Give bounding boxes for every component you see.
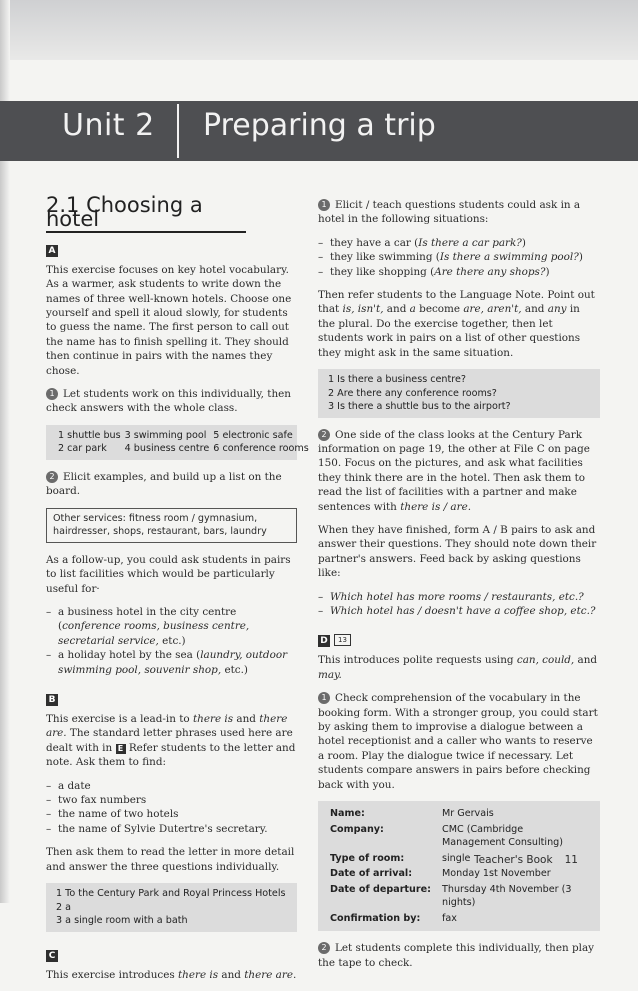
form-value: Thursday 4th November (3 nights)	[442, 883, 572, 909]
exercise-e-ref: E	[116, 744, 126, 754]
list-item	[318, 590, 600, 604]
exercise-b-intro	[46, 712, 297, 770]
followup-text: As a follow-up, you could ask students in pairs to list facilities which would be particularly useful for·	[46, 553, 291, 595]
form-row	[330, 883, 588, 910]
text: The standard letter phrases used here are dealt with in	[46, 727, 293, 754]
italic: there is / are.	[400, 500, 472, 513]
italic: there are.	[244, 968, 297, 981]
section-title: 2.1 Choosing a hotel	[46, 198, 246, 233]
vocab-cell: 2 car park	[58, 443, 107, 455]
language-note-text	[318, 288, 600, 360]
text: This exercise is a lead-in to	[46, 712, 193, 725]
italic: there is	[192, 712, 234, 725]
form-value: Mr Gervais	[442, 808, 494, 820]
text: and	[383, 303, 410, 316]
answer-box-b	[46, 883, 297, 932]
booking-form-table	[328, 805, 590, 927]
text: they like swimming (	[330, 251, 440, 264]
list-item	[318, 265, 600, 279]
form-row	[330, 807, 588, 821]
text: Refer students to the letter and note. Ask them to find:	[46, 741, 296, 769]
text: Then refer students to the Language Note. Point out that	[318, 289, 595, 316]
list-item: – a date	[46, 779, 297, 793]
form-value: fax	[442, 912, 457, 924]
vocab-cell: 4 business centre	[124, 443, 210, 455]
form-key: Date of arrival:	[330, 868, 413, 880]
form-key: Confirmation by:	[330, 912, 421, 924]
exercise-c-label: C	[46, 950, 58, 962]
audio-track-icon: 13	[334, 634, 351, 646]
step-2-icon: 2	[46, 471, 58, 483]
feedback-list	[318, 590, 600, 619]
find-list	[46, 779, 297, 837]
exercise-d-label: D	[318, 635, 330, 647]
list-item	[318, 236, 600, 250]
italic: can, could,	[516, 654, 575, 667]
list-item: – two fax numbers	[46, 793, 297, 807]
list-text: etc.)	[158, 634, 186, 647]
left-column	[46, 193, 309, 991]
text: )	[578, 251, 583, 264]
answer-line: 1 To the Century Park and Royal Princess Hotels	[56, 888, 286, 899]
form-row	[330, 912, 588, 926]
list-item: – the name of Sylvie Dutertre's secretary.	[46, 822, 297, 836]
form-key: Type of room:	[330, 852, 405, 864]
page-top-shadow	[0, 0, 638, 60]
list-item: – the name of two hotels	[46, 807, 297, 821]
italic: is, isn't,	[342, 303, 384, 316]
vocab-cell: 3 swimming pool	[124, 429, 207, 441]
exercise-d-heading	[318, 627, 600, 653]
situation-list	[318, 236, 600, 279]
form-key: Date of departure:	[330, 883, 431, 895]
exercise-d-step1	[318, 691, 600, 792]
vocab-row	[56, 442, 311, 456]
form-key: Name:	[330, 808, 365, 820]
form-value: Monday 1st November	[442, 868, 551, 880]
form-key: Company:	[330, 823, 384, 835]
list-item	[46, 605, 297, 648]
exercise-a-intro: This exercise focuses on key hotel vocabulary. As a warmer, ask students to write down the names of three well-known hotels. Choose one yourself and spell it aloud slowly, for students to guess the name. The first person to call out the name has to finish spelling it. They should then continue in pairs with the names they chose.	[46, 263, 292, 377]
list-item	[318, 604, 600, 618]
vocab-row	[56, 429, 311, 443]
step1-text: Elicit / teach questions students could ask in a hotel in the following situations:	[318, 199, 581, 226]
step-1-icon: 1	[318, 199, 330, 211]
list-italic: laundry, outdoor swimming pool, souvenir shop,	[58, 649, 288, 676]
answer-line: 2 a	[56, 901, 72, 913]
other-services-box: Other services: fitness room / gymnasium, hairdresser, shops, restaurant, bars, laundry	[46, 508, 297, 543]
text: become	[415, 303, 464, 316]
question-line: 2 Are there any conference rooms?	[328, 387, 497, 399]
step-2-icon: 2	[318, 429, 330, 441]
banner-divider	[177, 104, 179, 158]
vocab-cell: 5 electronic safe	[213, 429, 293, 441]
vocab-cell: 1 shuttle bus	[58, 429, 121, 441]
exercise-a-step1	[46, 387, 297, 416]
step2-text: One side of the class looks at the Century Park information on page 19, the other at File C on page 150. Focus on the pictures, and ask what facilities they think there are in the hotel. Then ask them to read the list of facilities with a partner and make sentences with	[318, 428, 590, 513]
text: they like shopping (	[330, 265, 435, 278]
answer-line: 3 a single room with a bath	[56, 915, 188, 926]
italic: Which hotel has more rooms / restaurants, etc.?	[330, 590, 584, 603]
right-step2	[318, 428, 600, 514]
page-footer	[474, 854, 578, 866]
step2-text: Let students complete this individually, then play the tape to check.	[318, 942, 595, 969]
vocab-cell: 6 conference rooms	[213, 443, 309, 455]
text: in the plural. Do the exercise together, then let students work in pairs on a list of other questions they might ask in the same situation.	[318, 303, 581, 359]
italic: Which hotel has / doesn't have a coffee shop, etc.?	[330, 605, 596, 618]
exercise-c-intro	[46, 968, 297, 982]
list-italic: conference rooms, business centre, secretarial service,	[58, 620, 250, 647]
italic: may.	[318, 668, 342, 681]
unit-number: Unit 2	[62, 108, 155, 143]
unit-title: Preparing a trip	[203, 108, 436, 143]
booking-form-box	[318, 801, 600, 931]
italic: there are.	[46, 712, 288, 740]
list-text: a holiday hotel by the sea (	[58, 649, 201, 662]
question-line: 3 Is there a shuttle bus to the airport?	[328, 401, 511, 413]
text: )	[521, 236, 526, 249]
form-value: single	[442, 852, 471, 864]
italic: Is there a car park?	[418, 236, 522, 249]
book-name: Teacher's Book	[474, 854, 553, 866]
italic: a	[409, 303, 416, 316]
list-text: a business hotel in the city centre (	[58, 605, 237, 633]
page-number: 11	[564, 854, 578, 866]
text: and	[521, 303, 548, 316]
italic: there is	[178, 968, 219, 981]
step2-text: Elicit examples, and build up a list on the board.	[46, 470, 282, 498]
exercise-a-step2	[46, 470, 297, 499]
list-text: etc.)	[221, 663, 248, 676]
text: and	[574, 654, 598, 667]
text: This introduces polite requests using	[318, 654, 517, 667]
exercise-b-then: Then ask them to read the letter in more detail and answer the three questions individually.	[46, 846, 295, 873]
question-line: 1 Is there a business centre?	[328, 374, 466, 386]
exercise-b-label: B	[46, 694, 58, 706]
step1-text: Let students work on this individually, then check answers with the whole class.	[46, 388, 291, 415]
exercise-d-step2	[318, 941, 600, 970]
list-item	[318, 250, 600, 264]
italic: Is there a swimming pool?	[439, 251, 579, 264]
vocab-table	[56, 429, 311, 456]
form-value: CMC (Cambridge Management Consulting)	[442, 823, 563, 849]
step1-text: Check comprehension of the vocabulary in the booking form. With a stronger group, you could start by asking them to improvise a dialogue between a hotel receptionist and a caller who wants to reserve a room. Play the dialogue twice if necessary. Let students compare answers in pairs before checking back with you.	[318, 692, 598, 791]
list-item	[46, 648, 297, 677]
form-row	[330, 867, 588, 881]
step-2-icon: 2	[318, 942, 330, 954]
exercise-d-intro	[318, 653, 600, 682]
when-text: When they have finished, form A / B pairs to ask and answer their questions. They should note down their partner's answers. Feed back by asking questions like:	[318, 524, 597, 580]
questions-box	[318, 369, 600, 418]
right-step1	[318, 198, 600, 227]
text: This exercise introduces	[46, 968, 178, 981]
form-row	[330, 823, 588, 850]
text: and	[233, 712, 260, 725]
text: and	[218, 968, 245, 981]
text: )	[545, 265, 550, 278]
vocab-answer-box	[46, 425, 309, 460]
step-1-icon: 1	[46, 388, 58, 400]
italic: are, aren't,	[463, 303, 522, 316]
step-1-icon: 1	[318, 692, 330, 704]
facility-list	[46, 605, 297, 677]
text: they have a car (	[330, 236, 419, 249]
italic: any	[547, 303, 567, 316]
italic: Are there any shops?	[434, 265, 546, 278]
exercise-a-label: A	[46, 245, 58, 257]
